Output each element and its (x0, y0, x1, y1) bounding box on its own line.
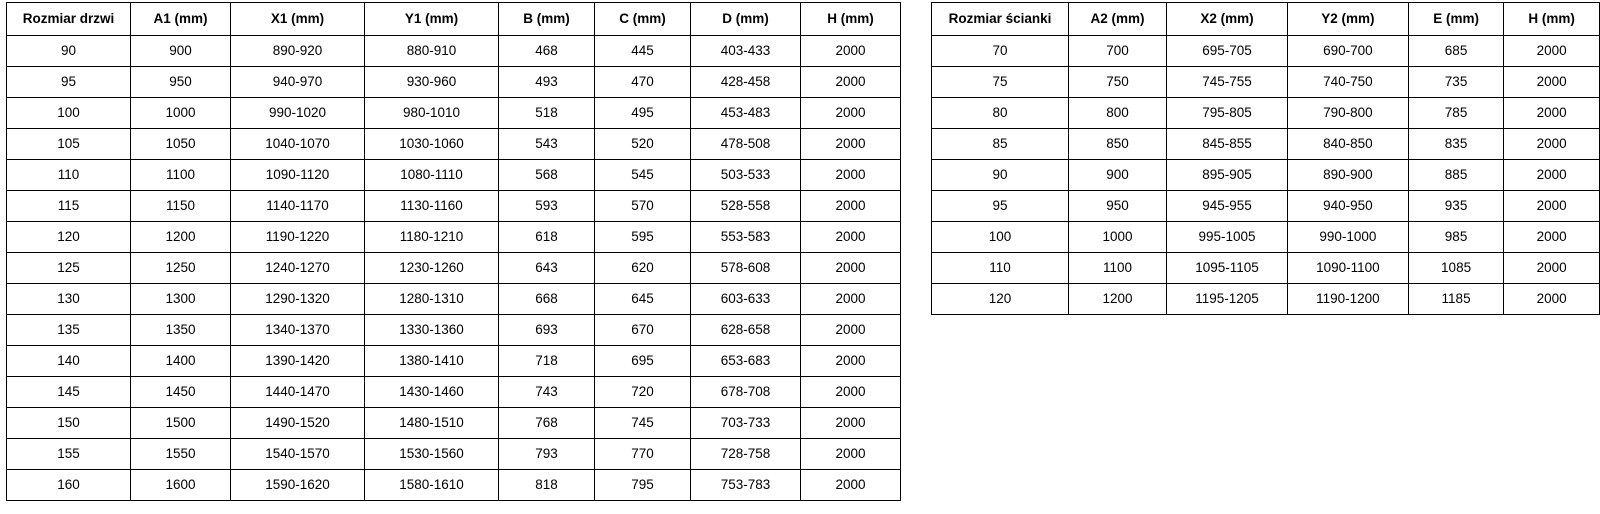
table-cell: 770 (595, 439, 691, 470)
column-header: E (mm) (1408, 3, 1504, 36)
table-cell: 900 (131, 36, 231, 67)
column-header: B (mm) (499, 3, 595, 36)
table-row (932, 98, 1600, 129)
table-cell: 793 (499, 439, 595, 470)
table-cell: 950 (131, 67, 231, 98)
table-cell: 995-1005 (1167, 222, 1288, 253)
table-cell: 110 (7, 160, 131, 191)
table-cell: 1590-1620 (231, 470, 365, 501)
table-cell: 890-920 (231, 36, 365, 67)
table-cell: 735 (1408, 67, 1504, 98)
table-row (932, 129, 1600, 160)
table-row (7, 253, 901, 284)
table-cell: 1130-1160 (365, 191, 499, 222)
table-cell: 105 (7, 129, 131, 160)
table-cell: 845-855 (1167, 129, 1288, 160)
table-cell: 990-1020 (231, 98, 365, 129)
table-cell: 2000 (801, 222, 901, 253)
table-cell: 2000 (801, 284, 901, 315)
table-row (7, 470, 901, 501)
table-cell: 100 (7, 98, 131, 129)
table-cell: 695-705 (1167, 36, 1288, 67)
table-cell: 890-900 (1287, 160, 1408, 191)
table-row (932, 284, 1600, 315)
column-header: C (mm) (595, 3, 691, 36)
table-cell: 750 (1068, 67, 1166, 98)
column-header: H (mm) (1504, 3, 1600, 36)
table-cell: 570 (595, 191, 691, 222)
table-cell: 1580-1610 (365, 470, 499, 501)
table-cell: 495 (595, 98, 691, 129)
table-cell: 115 (7, 191, 131, 222)
table-cell: 745 (595, 408, 691, 439)
table-cell: 818 (499, 470, 595, 501)
table-row (7, 160, 901, 191)
table-cell: 940-970 (231, 67, 365, 98)
table-cell: 1450 (131, 377, 231, 408)
table-cell: 645 (595, 284, 691, 315)
table-cell: 2000 (801, 67, 901, 98)
table-cell: 945-955 (1167, 191, 1288, 222)
table-cell: 150 (7, 408, 131, 439)
table-cell: 445 (595, 36, 691, 67)
table-cell: 543 (499, 129, 595, 160)
table-cell: 2000 (1504, 67, 1600, 98)
table-cell: 850 (1068, 129, 1166, 160)
table-cell: 1185 (1408, 284, 1504, 315)
table-cell: 493 (499, 67, 595, 98)
column-header: Y1 (mm) (365, 3, 499, 36)
table-row (7, 67, 901, 98)
table-cell: 700 (1068, 36, 1166, 67)
table-cell: 1090-1120 (231, 160, 365, 191)
table-cell: 478-508 (691, 129, 801, 160)
table-row (7, 222, 901, 253)
table-cell: 1430-1460 (365, 377, 499, 408)
table-cell: 90 (932, 160, 1069, 191)
table-cell: 2000 (801, 439, 901, 470)
table-cell: 470 (595, 67, 691, 98)
table-cell: 578-608 (691, 253, 801, 284)
table-cell: 1040-1070 (231, 129, 365, 160)
table-cell: 468 (499, 36, 595, 67)
table-cell: 1050 (131, 129, 231, 160)
walls-dimensions-table-container (931, 2, 1600, 315)
table-cell: 2000 (801, 191, 901, 222)
table-row (932, 67, 1600, 98)
table-cell: 690-700 (1287, 36, 1408, 67)
table-cell: 2000 (1504, 191, 1600, 222)
table-cell: 100 (932, 222, 1069, 253)
table-cell: 1090-1100 (1287, 253, 1408, 284)
table-cell: 670 (595, 315, 691, 346)
table-cell: 785 (1408, 98, 1504, 129)
doors-dimensions-table (6, 2, 901, 501)
table-cell: 1390-1420 (231, 346, 365, 377)
table-cell: 1030-1060 (365, 129, 499, 160)
table-cell: 1550 (131, 439, 231, 470)
table-cell: 618 (499, 222, 595, 253)
table-cell: 553-583 (691, 222, 801, 253)
table-cell: 1000 (1068, 222, 1166, 253)
table-row (7, 315, 901, 346)
table-cell: 980-1010 (365, 98, 499, 129)
table-cell: 1500 (131, 408, 231, 439)
table-cell: 1380-1410 (365, 346, 499, 377)
table-row (932, 191, 1600, 222)
table-cell: 130 (7, 284, 131, 315)
column-header: H (mm) (801, 3, 901, 36)
table-cell: 795-805 (1167, 98, 1288, 129)
table-cell: 1300 (131, 284, 231, 315)
table-cell: 1100 (1068, 253, 1166, 284)
table-row (7, 346, 901, 377)
table-cell: 568 (499, 160, 595, 191)
table-cell: 678-708 (691, 377, 801, 408)
table-cell: 1200 (1068, 284, 1166, 315)
table-cell: 880-910 (365, 36, 499, 67)
table-cell: 528-558 (691, 191, 801, 222)
table-row (7, 439, 901, 470)
table-cell: 428-458 (691, 67, 801, 98)
table-cell: 2000 (801, 346, 901, 377)
table-header-row (7, 3, 901, 36)
table-row (932, 222, 1600, 253)
table-cell: 1000 (131, 98, 231, 129)
table-cell: 1280-1310 (365, 284, 499, 315)
table-cell: 503-533 (691, 160, 801, 191)
table-cell: 453-483 (691, 98, 801, 129)
table-cell: 695 (595, 346, 691, 377)
table-cell: 110 (932, 253, 1069, 284)
table-cell: 1085 (1408, 253, 1504, 284)
table-cell: 1480-1510 (365, 408, 499, 439)
table-cell: 668 (499, 284, 595, 315)
table-cell: 155 (7, 439, 131, 470)
table-cell: 718 (499, 346, 595, 377)
table-cell: 990-1000 (1287, 222, 1408, 253)
doors-dimensions-table-container (6, 2, 901, 501)
table-cell: 595 (595, 222, 691, 253)
table-cell: 518 (499, 98, 595, 129)
table-cell: 603-633 (691, 284, 801, 315)
table-cell: 1490-1520 (231, 408, 365, 439)
table-cell: 643 (499, 253, 595, 284)
column-header: Rozmiar ścianki (932, 3, 1069, 36)
table-header-row (932, 3, 1600, 36)
table-cell: 2000 (801, 315, 901, 346)
table-cell: 940-950 (1287, 191, 1408, 222)
table-cell: 740-750 (1287, 67, 1408, 98)
table-cell: 2000 (1504, 253, 1600, 284)
table-cell: 1080-1110 (365, 160, 499, 191)
table-cell: 80 (932, 98, 1069, 129)
table-cell: 1150 (131, 191, 231, 222)
table-cell: 1290-1320 (231, 284, 365, 315)
column-header: Y2 (mm) (1287, 3, 1408, 36)
table-row (932, 253, 1600, 284)
table-row (7, 36, 901, 67)
table-cell: 743 (499, 377, 595, 408)
table-cell: 2000 (801, 98, 901, 129)
table-cell: 1530-1560 (365, 439, 499, 470)
table-cell: 930-960 (365, 67, 499, 98)
table-cell: 703-733 (691, 408, 801, 439)
table-row (7, 191, 901, 222)
table-cell: 120 (932, 284, 1069, 315)
table-cell: 2000 (1504, 129, 1600, 160)
table-cell: 1400 (131, 346, 231, 377)
table-cell: 135 (7, 315, 131, 346)
table-cell: 95 (932, 191, 1069, 222)
table-cell: 2000 (801, 470, 901, 501)
table-cell: 403-433 (691, 36, 801, 67)
table-cell: 145 (7, 377, 131, 408)
table-cell: 1190-1220 (231, 222, 365, 253)
table-cell: 1350 (131, 315, 231, 346)
table-cell: 835 (1408, 129, 1504, 160)
table-cell: 140 (7, 346, 131, 377)
column-header: D (mm) (691, 3, 801, 36)
table-cell: 628-658 (691, 315, 801, 346)
table-cell: 720 (595, 377, 691, 408)
table-row (7, 408, 901, 439)
table-row (7, 377, 901, 408)
table-cell: 1250 (131, 253, 231, 284)
table-cell: 2000 (801, 36, 901, 67)
table-cell: 2000 (801, 129, 901, 160)
table-cell: 935 (1408, 191, 1504, 222)
table-cell: 800 (1068, 98, 1166, 129)
table-cell: 790-800 (1287, 98, 1408, 129)
table-cell: 520 (595, 129, 691, 160)
table-cell: 745-755 (1167, 67, 1288, 98)
table-cell: 795 (595, 470, 691, 501)
table-cell: 2000 (1504, 36, 1600, 67)
table-cell: 2000 (801, 408, 901, 439)
table-row (932, 160, 1600, 191)
table-cell: 75 (932, 67, 1069, 98)
table-cell: 70 (932, 36, 1069, 67)
table-cell: 1540-1570 (231, 439, 365, 470)
table-cell: 900 (1068, 160, 1166, 191)
column-header: X2 (mm) (1167, 3, 1288, 36)
table-cell: 950 (1068, 191, 1166, 222)
column-header: X1 (mm) (231, 3, 365, 36)
table-cell: 1440-1470 (231, 377, 365, 408)
table-cell: 1200 (131, 222, 231, 253)
table-cell: 1600 (131, 470, 231, 501)
table-cell: 1340-1370 (231, 315, 365, 346)
table-cell: 1190-1200 (1287, 284, 1408, 315)
table-cell: 1330-1360 (365, 315, 499, 346)
table-cell: 2000 (1504, 222, 1600, 253)
table-cell: 120 (7, 222, 131, 253)
table-cell: 90 (7, 36, 131, 67)
table-cell: 2000 (801, 377, 901, 408)
table-cell: 1095-1105 (1167, 253, 1288, 284)
table-cell: 1230-1260 (365, 253, 499, 284)
table-cell: 160 (7, 470, 131, 501)
table-cell: 85 (932, 129, 1069, 160)
table-cell: 95 (7, 67, 131, 98)
table-cell: 895-905 (1167, 160, 1288, 191)
table-cell: 125 (7, 253, 131, 284)
table-cell: 1195-1205 (1167, 284, 1288, 315)
table-cell: 1140-1170 (231, 191, 365, 222)
column-header: Rozmiar drzwi (7, 3, 131, 36)
table-cell: 1100 (131, 160, 231, 191)
column-header: A2 (mm) (1068, 3, 1166, 36)
table-cell: 2000 (801, 253, 901, 284)
table-row (7, 284, 901, 315)
table-cell: 545 (595, 160, 691, 191)
table-cell: 728-758 (691, 439, 801, 470)
table-cell: 653-683 (691, 346, 801, 377)
table-cell: 2000 (1504, 160, 1600, 191)
table-cell: 2000 (801, 160, 901, 191)
table-cell: 593 (499, 191, 595, 222)
walls-dimensions-table (931, 2, 1600, 315)
column-header: A1 (mm) (131, 3, 231, 36)
table-row (932, 36, 1600, 67)
table-cell: 1180-1210 (365, 222, 499, 253)
table-row (7, 129, 901, 160)
table-cell: 2000 (1504, 98, 1600, 129)
table-cell: 840-850 (1287, 129, 1408, 160)
table-cell: 885 (1408, 160, 1504, 191)
table-cell: 685 (1408, 36, 1504, 67)
table-cell: 693 (499, 315, 595, 346)
table-row (7, 98, 901, 129)
table-cell: 1240-1270 (231, 253, 365, 284)
table-cell: 620 (595, 253, 691, 284)
table-cell: 768 (499, 408, 595, 439)
table-cell: 753-783 (691, 470, 801, 501)
table-cell: 985 (1408, 222, 1504, 253)
table-cell: 2000 (1504, 284, 1600, 315)
